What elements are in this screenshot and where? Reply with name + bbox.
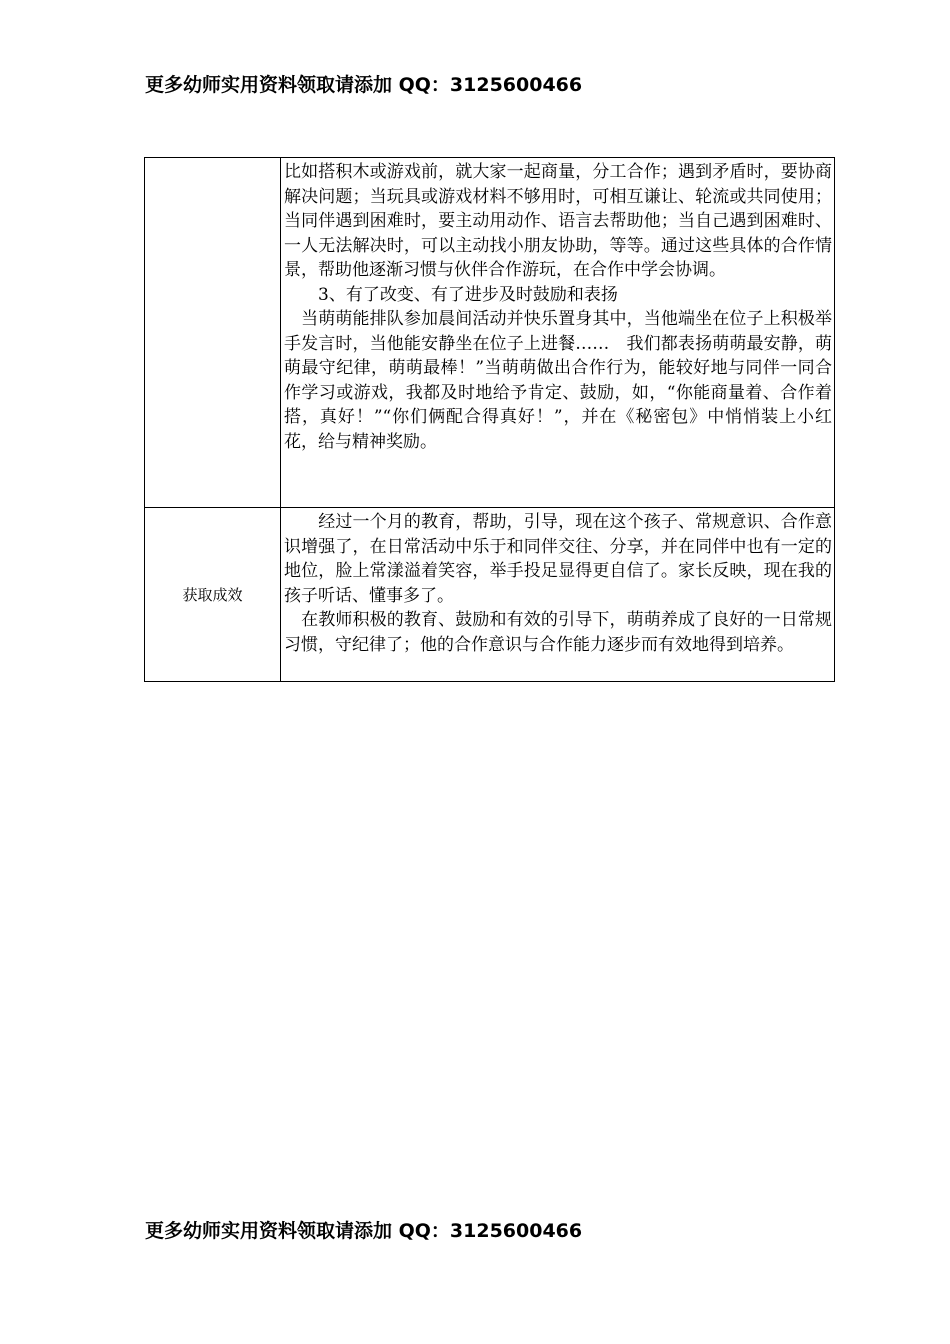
footer-banner: 更多幼师实用资料领取请添加 QQ：3125600466 xyxy=(145,1220,583,1242)
content-paragraph: 在教师积极的教育、鼓励和有效的引导下，萌萌养成了良好的一日常规习惯，守纪律了；他的合作意识与合作能力逐步而有效地得到培养。 xyxy=(284,610,832,655)
content-paragraph: 3、有了改变、有了进步及时鼓励和表扬 xyxy=(284,284,618,305)
header-banner: 更多幼师实用资料领取请添加 QQ：3125600466 xyxy=(145,74,583,96)
row-content xyxy=(281,158,835,508)
content-paragraph: 比如搭积木或游戏前，就大家一起商量，分工合作；遇到矛盾时，要协商解决问题；当玩具或游戏材料不够用时，可相互谦让、轮流或共同使用；当同伴遇到困难时，要主动用动作、语言去帮助他；当自己遇到困难时、一人无法解决时，可以主动找小朋友协助，等等。通过这些具体的合作情景，帮助他逐渐习惯与伙伴合作游玩，在合作中学会协调。 xyxy=(284,162,832,280)
content-paragraph: 经过一个月的教育，帮助，引导，现在这个孩子、常规意识、合作意识增强了，在日常活动中乐于和同伴交往、分享，并在同伴中也有一定的地位，脸上常漾溢着笑容，举手投足显得更自信了。家长反映，现在我的孩子听话、懂事多了。 xyxy=(284,512,832,606)
row-label xyxy=(145,158,281,508)
row-content xyxy=(281,508,835,682)
row-label: 获取成效 xyxy=(145,508,281,682)
record-table xyxy=(144,157,835,682)
table-row xyxy=(145,508,835,682)
table-row xyxy=(145,158,835,508)
content-paragraph: 当萌萌能排队参加晨间活动并快乐置身其中，当他端坐在位子上积极举手发言时，当他能安静坐在位子上进餐…… 我们都表扬萌萌最安静，萌萌最守纪律，萌萌最棒！”当萌萌做出合作行为，能较好地与同伴一同合作学习或游戏，我都及时地给予肯定、鼓励，如，“你能商量着、合作着搭，真好！”“你们俩配合得真好！”，并在《秘密包》中悄悄装上小红花，给与精神奖励。 xyxy=(284,309,832,452)
